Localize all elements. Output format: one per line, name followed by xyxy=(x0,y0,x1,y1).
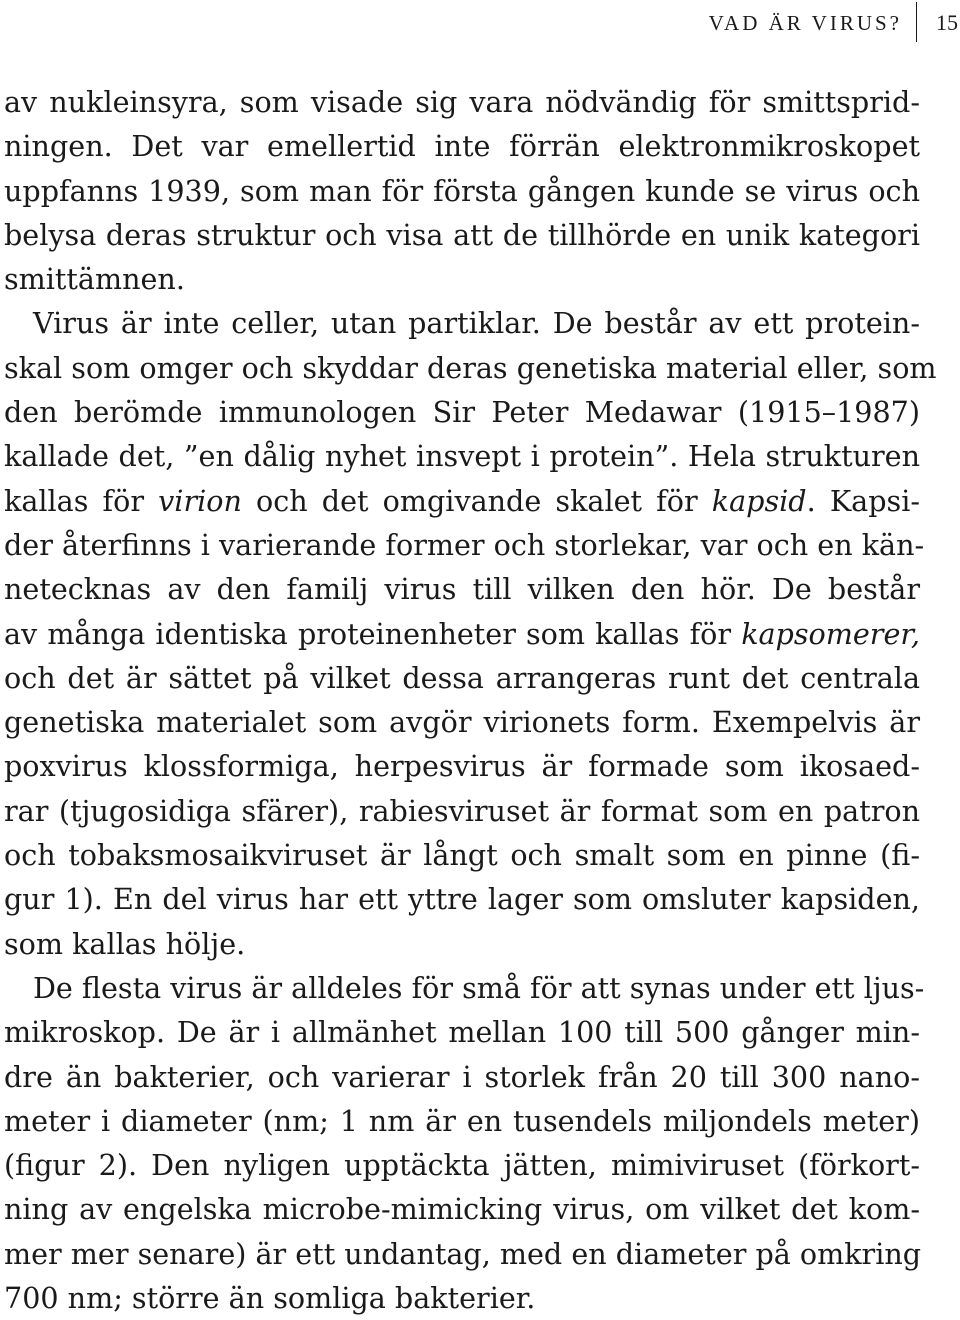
running-title: VAD ÄR VIRUS? xyxy=(708,11,902,35)
line-text: 700 nm; större än somliga bakterier. xyxy=(4,1281,536,1316)
body-line xyxy=(4,922,920,966)
line-text: Virus är inte celler, utan partiklar. De består av ett protein- xyxy=(33,306,920,341)
body-line xyxy=(4,169,920,213)
body-line xyxy=(4,1055,920,1099)
body-line xyxy=(4,1276,920,1320)
line-text: ning av engelska microbe-mimicking virus, om vilket det kom- xyxy=(4,1192,920,1227)
line-text: smittämnen. xyxy=(4,262,185,297)
line-text: av nukleinsyra, som visade sig vara nödvändig för smittsprid- xyxy=(4,85,920,119)
line-text: mer mer senare) är ett undantag, med en diameter på omkring xyxy=(4,1236,922,1271)
line-text: som kallas hölje. xyxy=(4,926,246,961)
line-text: och tobaksmosaikviruset är långt och smalt som en pinne (fi- xyxy=(4,838,920,873)
header-divider xyxy=(916,2,917,42)
line-text: och det är sättet på vilket dessa arrangeras runt det centrala xyxy=(4,660,920,695)
body-line xyxy=(4,479,920,523)
line-text: De flesta virus är alldeles för små för att synas under ett ljus- xyxy=(33,970,925,1005)
line-text: belysa deras struktur och visa att de tillhörde en unik kategori xyxy=(4,217,920,252)
line-text: genetiska materialet som avgör virionets form. Exempelvis är xyxy=(4,705,920,740)
line-text: uppfanns 1939, som man för första gången kunde se virus och xyxy=(4,173,920,208)
body-line xyxy=(4,390,920,434)
body-text xyxy=(4,80,937,1320)
line-text: dre än bakterier, och varierar i storlek från 20 till 300 nano- xyxy=(4,1059,920,1094)
italic-term: virion xyxy=(158,483,242,518)
body-line xyxy=(4,567,920,611)
body-line xyxy=(4,656,920,700)
line-text: . Kapsi- xyxy=(806,483,921,518)
page-number: 15 xyxy=(936,10,958,35)
body-line xyxy=(4,1187,920,1231)
line-text: skal som omger och skyddar deras genetiska material eller, som xyxy=(4,350,937,385)
body-line xyxy=(4,966,925,1010)
body-line xyxy=(4,434,920,478)
body-line xyxy=(4,744,920,788)
line-text: rar (tjugosidiga sfärer), rabiesviruset är format som en patron xyxy=(4,793,920,828)
line-text: av många identiska proteinenheter som kallas för xyxy=(4,616,742,651)
running-head xyxy=(0,0,960,46)
body-line xyxy=(4,833,920,877)
body-line xyxy=(4,257,920,301)
line-text: mikroskop. De är i allmänhet mellan 100 till 500 gånger min- xyxy=(4,1015,920,1050)
body-line xyxy=(4,1099,920,1143)
body-line xyxy=(4,700,920,744)
line-text: kallas för xyxy=(4,483,159,518)
line-text: och det omgivande skalet för xyxy=(241,483,712,518)
line-text: gur 1). En del virus har ett yttre lager som omsluter kapsiden, xyxy=(4,882,920,917)
line-text: netecknas av den familj virus till vilken den hör. De består xyxy=(4,572,920,607)
body-line xyxy=(4,213,920,257)
body-line xyxy=(4,612,920,656)
body-line xyxy=(4,1010,920,1054)
body-line xyxy=(4,346,937,390)
body-line xyxy=(4,124,920,168)
body-line xyxy=(4,301,920,345)
line-text: kallade det, ”en dålig nyhet insvept i protein”. Hela strukturen xyxy=(4,439,920,474)
italic-term: kapsid xyxy=(711,483,807,518)
line-text: poxvirus klossformiga, herpesvirus är formade som ikosaed- xyxy=(4,749,920,784)
line-text: meter i diameter (nm; 1 nm är en tusendels miljondels meter) xyxy=(4,1103,920,1138)
body-line xyxy=(4,80,920,124)
line-text: den berömde immunologen Sir Peter Medawar (1915–1987) xyxy=(4,395,920,430)
body-line xyxy=(4,1232,920,1276)
body-line xyxy=(4,789,920,833)
body-line xyxy=(4,1143,920,1187)
line-text: ningen. Det var emellertid inte förrän elektronmikroskopet xyxy=(4,129,920,164)
line-text: der återfinns i varierande former och storlekar, var och en kän- xyxy=(4,527,925,562)
body-line xyxy=(4,523,925,567)
italic-term: kapsomerer, xyxy=(741,616,920,651)
line-text: (figur 2). Den nyligen upptäckta jätten, mimiviruset (förkort- xyxy=(4,1148,920,1183)
body-line xyxy=(4,877,920,921)
